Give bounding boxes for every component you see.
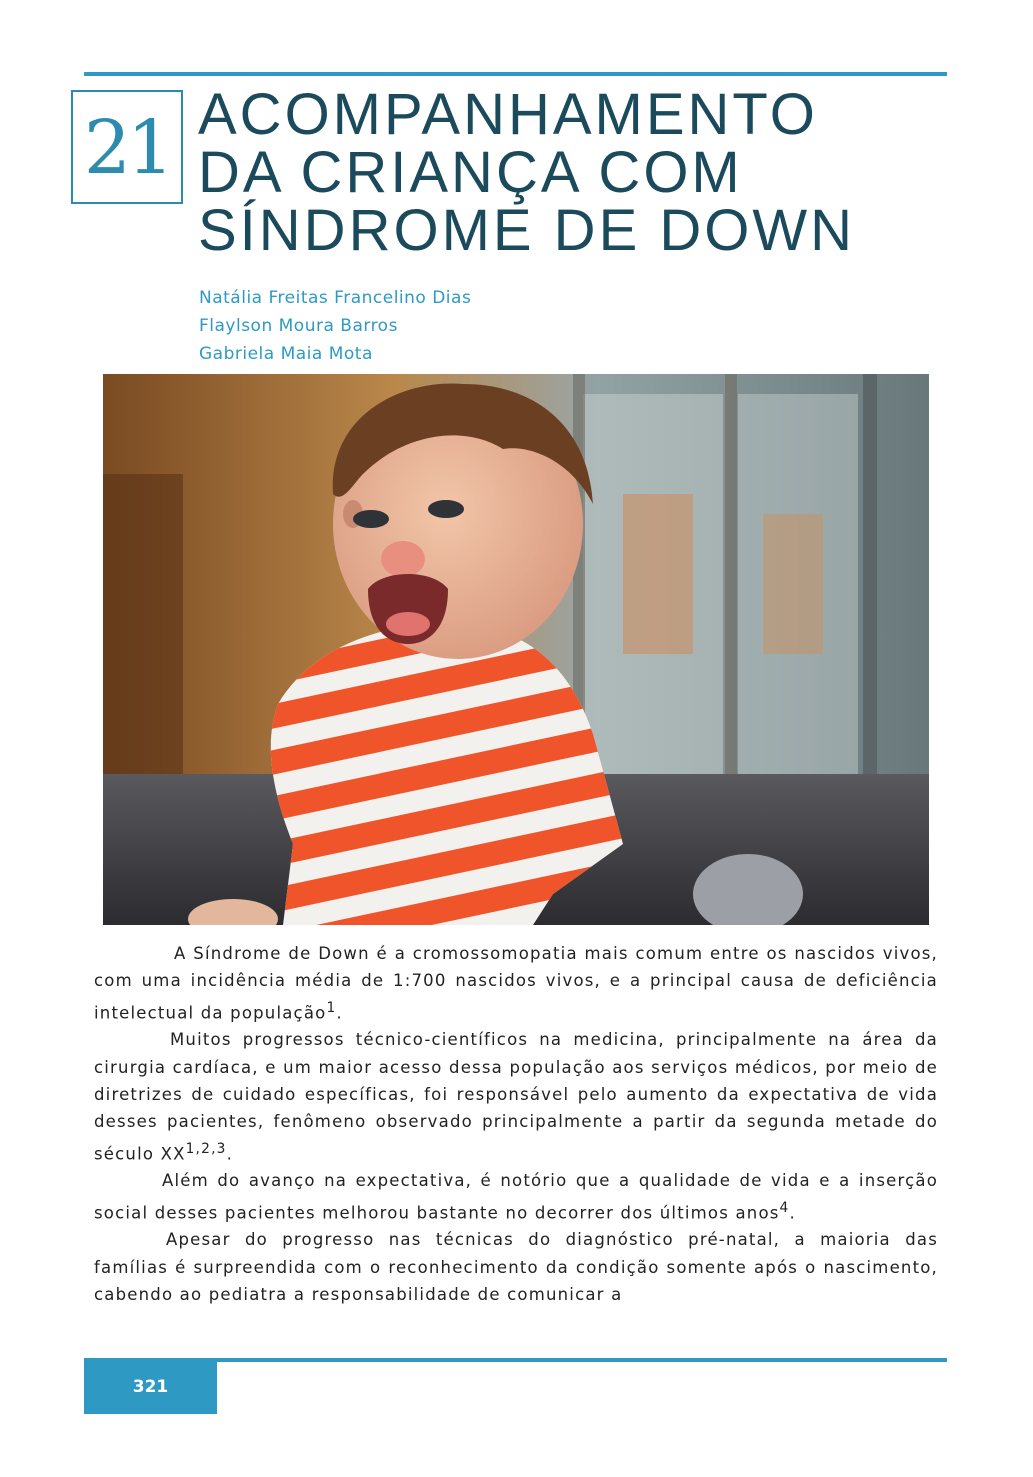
paragraph: Apesar do progresso nas técnicas do diagnóstico pré-natal, a maioria das famílias é surpreendida com o reconhecimento da condição somente após o nascimento, cabendo ao pediatra a responsabilidade de comunicar a <box>94 1230 938 1305</box>
page-number: 321 <box>84 1358 217 1414</box>
title-line-3: SÍNDROME DE DOWN <box>198 198 855 263</box>
author-name: Gabriela Maia Mota <box>199 344 373 364</box>
citation: 1 <box>326 999 337 1016</box>
author-name: Natália Freitas Francelino Dias <box>199 288 472 308</box>
title-line-2: DA CRIANÇA COM <box>198 140 743 205</box>
child-photo <box>103 374 929 925</box>
body-text <box>94 940 938 1308</box>
top-rule <box>84 72 947 76</box>
paragraph: A Síndrome de Down é a cromossomopatia mais comum entre os nascidos vivos, com uma incidência média de 1:700 nascidos vivos, e a principal causa de deficiência intelectual da população$^1$. <box>94 944 938 1023</box>
citation: 1,2,3 <box>185 1140 227 1157</box>
chapter-title <box>198 82 855 263</box>
citation: 4 <box>779 1199 790 1216</box>
title-line-1: ACOMPANHAMENTO <box>198 82 818 147</box>
author-list <box>199 284 471 368</box>
chapter-number: 21 <box>71 90 183 204</box>
paragraph: Além do avanço na expectativa, é notório que a qualidade de vida e a inserção social desses pacientes melhorou bastante no decorrer dos últimos anos$^4$. <box>94 1171 938 1223</box>
paragraph: Muitos progressos técnico-científicos na medicina, principalmente na área da cirurgia cardíaca, e um maior acesso dessa população aos serviços médicos, por meio de diretrizes de cuidado específicas, foi responsável pelo aumento da expectativa de vida desses pacientes, fenômeno observado principalmente a partir da segunda metade do século XX$^{1,2,3}$. <box>94 1030 938 1164</box>
author-name: Flaylson Moura Barros <box>199 316 398 336</box>
